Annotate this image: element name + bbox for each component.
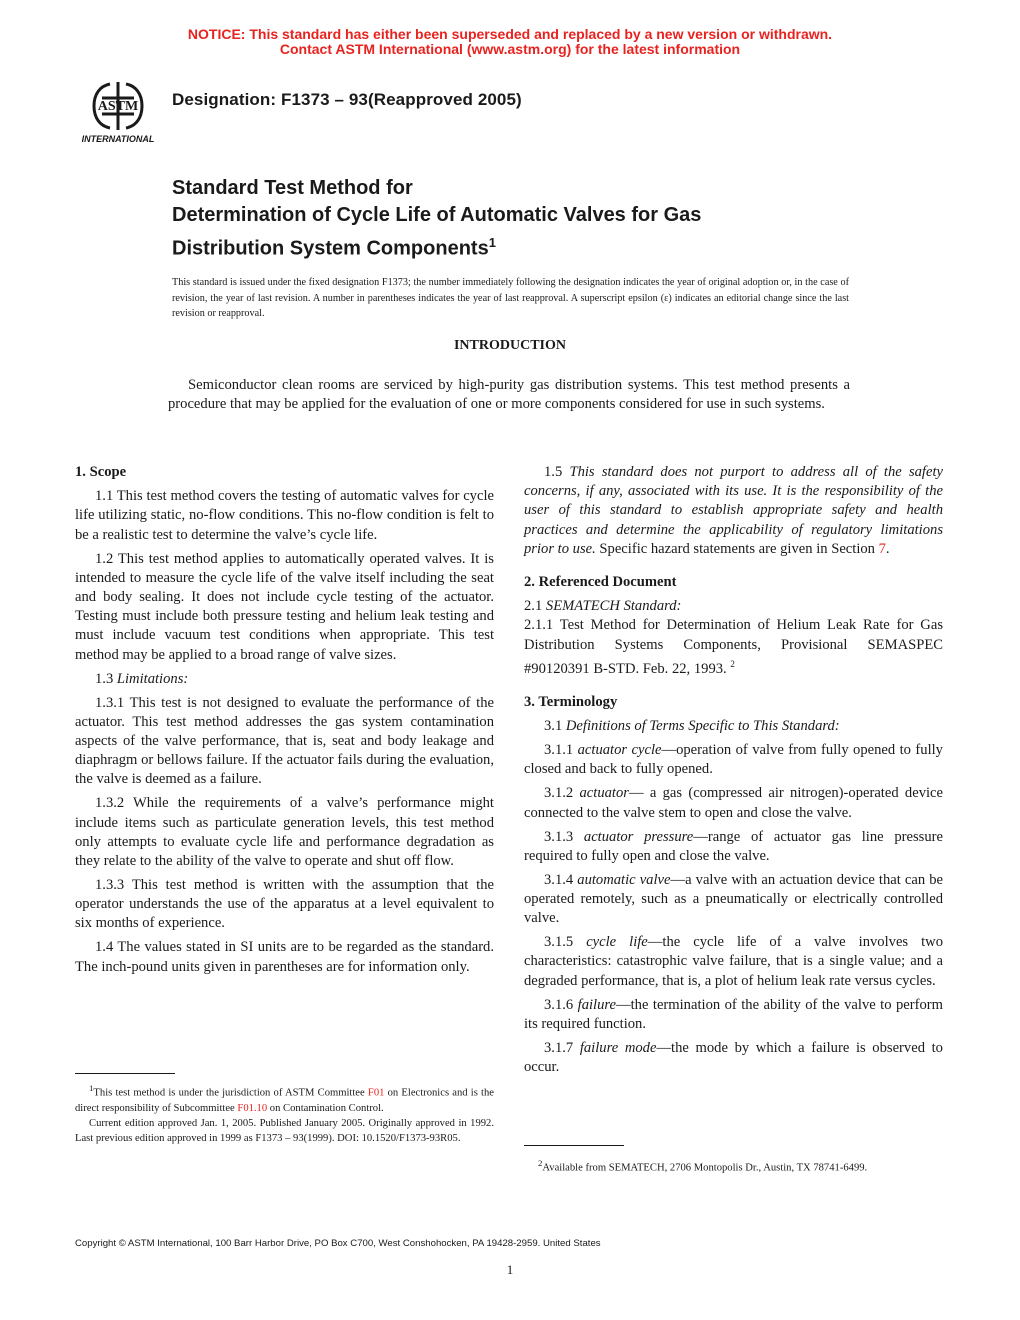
- footnote-2-mark[interactable]: 2: [730, 658, 735, 669]
- term-name: actuator: [579, 785, 629, 802]
- section-3-heading: 3. Terminology: [524, 693, 618, 710]
- preamble: This standard is issued under the fixed designation F1373; the number immediately following the designation indicates the year of original adoption or, in the case of revision, the year of last revision. A number in parentheses indicates the year of last reapproval. A superscript epsilon (ε) indicates an editorial change since the last revision or reapproval.: [172, 277, 849, 319]
- footnote-1-text-b: on Electronics and is the direct responsibility of Subcommittee: [75, 1087, 494, 1114]
- section-1-heading: 1. Scope: [75, 464, 127, 480]
- term-definition: [524, 828, 943, 866]
- paragraph-1-4: 1.4 The values stated in SI units are to be regarded as the standard. The inch-pound units given in parentheses are for information only.: [75, 939, 494, 975]
- term-number: 3.1.5: [544, 934, 587, 951]
- designation: Designation: F1373 – 93(Reapproved 2005): [172, 90, 522, 109]
- astm-logo-icon: [72, 76, 164, 148]
- term-text: —range of actuator gas line pressure required to fully open and close the valve.: [524, 828, 943, 864]
- paragraph-1-3-number: 1.3: [95, 670, 117, 687]
- term-text: —a valve with an actuation device that can be operated remotely, such as a pneumatically or electrically controlled valve.: [524, 871, 943, 927]
- footnote-1-edition: Current edition approved Jan. 1, 2005. Published January 2005. Originally approved in 1992. Last previous edition approved in 1999 as F1373 – 93(1999). DOI: 10.1520/F1373-93R05.: [75, 1117, 494, 1144]
- footnote-1-text-a: This test method is under the jurisdiction of ASTM Committee: [93, 1087, 368, 1099]
- term-definition: [524, 741, 943, 779]
- paragraph-1-5-italic: This standard does not purport to address all of the safety concerns, if any, associated with its use. It is the responsibility of the user of this standard to establish appropriate safety and health practices and determine the applicability of regulatory limitations prior to use.: [524, 464, 943, 557]
- paragraph-1-5-tail: Specific hazard statements are given in Section: [595, 540, 879, 557]
- introduction-heading: INTRODUCTION: [453, 338, 566, 353]
- title-footnote-mark[interactable]: 1: [488, 235, 496, 250]
- left-column: [75, 463, 494, 982]
- footnote-1-text-c: on Contamination Control.: [267, 1102, 384, 1114]
- right-column: [524, 463, 943, 1082]
- footnote-1: [75, 1081, 494, 1116]
- paragraph-2-1-1: [524, 616, 943, 678]
- paragraph-2-1-label: SEMATECH Standard:: [545, 598, 682, 615]
- paragraph-3-1-label: Definitions of Terms Specific to This Standard:: [565, 718, 840, 735]
- term-definition: [524, 933, 943, 991]
- section-7-link[interactable]: 7: [878, 540, 886, 557]
- paragraph-3-1: [524, 717, 943, 736]
- title-line-3-text: Distribution System Components: [172, 237, 489, 260]
- logo-wordmark: INTERNATIONAL: [81, 134, 155, 144]
- document-title: [172, 175, 701, 263]
- term-number: 3.1.3: [544, 828, 584, 845]
- footnotes-left: [75, 1081, 494, 1146]
- paragraph-2-1-1-text: 2.1.1 Test Method for Determination of Helium Leak Rate for Gas Distribution Systems Components, Provisional SEMASPEC #90120391 B-STD. Feb. 22, 1993.: [524, 617, 943, 677]
- section-2-heading: 2. Referenced Document: [524, 574, 677, 591]
- footnote-rule-left: [75, 1073, 175, 1074]
- introduction-paragraph: Semiconductor clean rooms are serviced by high-purity gas distribution systems. This test method presents a procedure that may be applied for the evaluation of one or more components considered for use in such systems.: [168, 377, 850, 412]
- paragraph-1-3-3: 1.3.3 This test method is written with the assumption that the operator understands the use of the apparatus at a level equivalent to six months of experience.: [75, 877, 494, 932]
- term-name: actuator pressure: [583, 828, 694, 845]
- footnote-2-mark-bottom: 2: [538, 1158, 543, 1168]
- term-name: failure mode: [579, 1039, 657, 1056]
- term-number: 3.1.4: [544, 871, 578, 888]
- introduction-text: [168, 376, 850, 414]
- paragraph-1-5-number: 1.5: [544, 464, 570, 480]
- term-name: failure: [577, 996, 617, 1013]
- footnote-1-mark: 1: [89, 1083, 94, 1093]
- title-line-1: Standard Test Method for: [172, 177, 413, 199]
- astm-logo: [72, 76, 164, 148]
- footnote-2: [524, 1156, 943, 1176]
- footnotes-right: [524, 1156, 943, 1176]
- paragraph-1-1: 1.1 This test method covers the testing of automatic valves for cycle life utilizing static, no-flow conditions. This no-flow condition is felt to be a realistic test to determine the valve’s cycle life.: [75, 488, 494, 543]
- title-line-2: Determination of Cycle Life of Automatic Valves for Gas: [172, 204, 702, 226]
- term-text: —operation of valve from fully opened to fully closed and back to fully opened.: [524, 742, 943, 778]
- term-definition: [524, 784, 943, 822]
- term-definition: [524, 996, 943, 1034]
- copyright-line: Copyright © ASTM International, 100 Barr Harbor Drive, PO Box C700, West Conshohocken, PA 19428-2959. United States: [75, 1238, 601, 1249]
- term-name: cycle life: [586, 934, 648, 951]
- title-line-3: [172, 229, 701, 263]
- paragraph-1-3-1: 1.3.1 This test is not designed to evaluate the performance of the actuator. This test method addresses the gas system contamination aspects of the valve performance, that is, seat and body leakage and diaphragm or bellows failure. If the actuator fails during the evaluation, the valve is deemed as a failure.: [75, 694, 494, 788]
- notice-line-1: NOTICE: This standard has either been superseded and replaced by a new version or withdrawn.: [187, 26, 833, 42]
- paragraph-1-3: [75, 670, 494, 689]
- term-definition: [524, 871, 943, 929]
- term-text: —the mode by which a failure is observed to occur.: [524, 1039, 943, 1075]
- term-definition: [524, 1039, 943, 1077]
- supersede-notice: [0, 27, 1020, 57]
- term-number: 3.1.1: [544, 742, 578, 759]
- paragraph-1-5: [524, 463, 943, 559]
- term-definitions: [524, 741, 943, 1077]
- paragraph-2-1: [524, 597, 943, 616]
- term-text: — a gas (compressed air nitrogen)-operated device connected to the valve stem to open and close the valve.: [524, 785, 944, 821]
- paragraph-1-3-2: 1.3.2 While the requirements of a valve’s performance might include items such as particulate generation levels, this test method only attempts to evaluate cycle life and performance degradation as they relate to the ability of the valve to operate and shut off flow.: [75, 795, 494, 870]
- paragraph-1-3-label: Limitations:: [116, 670, 189, 687]
- term-number: 3.1.6: [544, 996, 578, 1013]
- term-number: 3.1.7: [544, 1039, 580, 1056]
- term-text: —the cycle life of a valve involves two characteristics: catastrophic valve failure, that is a single value; and a degraded performance, that is, a plot of helium leak rate versus cycles.: [524, 934, 943, 989]
- paragraph-3-1-number: 3.1: [544, 718, 566, 735]
- page-number: 1: [506, 1262, 514, 1277]
- footnote-2-text: Available from SEMATECH, 2706 Montopolis Dr., Austin, TX 78741-6499.: [542, 1162, 868, 1174]
- paragraph-1-2: 1.2 This test method applies to automatically operated valves. It is intended to measure the cycle life of the valve itself including the seat and body sealing. It does not include cycle testing of the actuator. Testing must include both pressure testing and helium leak testing and must include vacuum test conditions when appropriate. This test method may be applied to a broad range of valve sizes.: [75, 550, 494, 663]
- committee-f01-link[interactable]: F01: [367, 1087, 385, 1099]
- term-text: —the termination of the ability of the valve to perform its required function.: [524, 996, 943, 1032]
- footnote-rule-right: [524, 1145, 624, 1146]
- notice-line-2: Contact ASTM International (www.astm.org) for the latest information: [279, 41, 741, 57]
- term-name: automatic valve: [577, 871, 671, 888]
- paragraph-2-1-number: 2.1: [524, 598, 546, 615]
- term-name: actuator cycle: [577, 742, 662, 759]
- paragraph-1-5-end: .: [885, 540, 890, 557]
- subcommittee-f01-10-link[interactable]: F01.10: [237, 1102, 268, 1114]
- logo-mark: ASTM: [97, 99, 139, 114]
- term-number: 3.1.2: [544, 785, 580, 802]
